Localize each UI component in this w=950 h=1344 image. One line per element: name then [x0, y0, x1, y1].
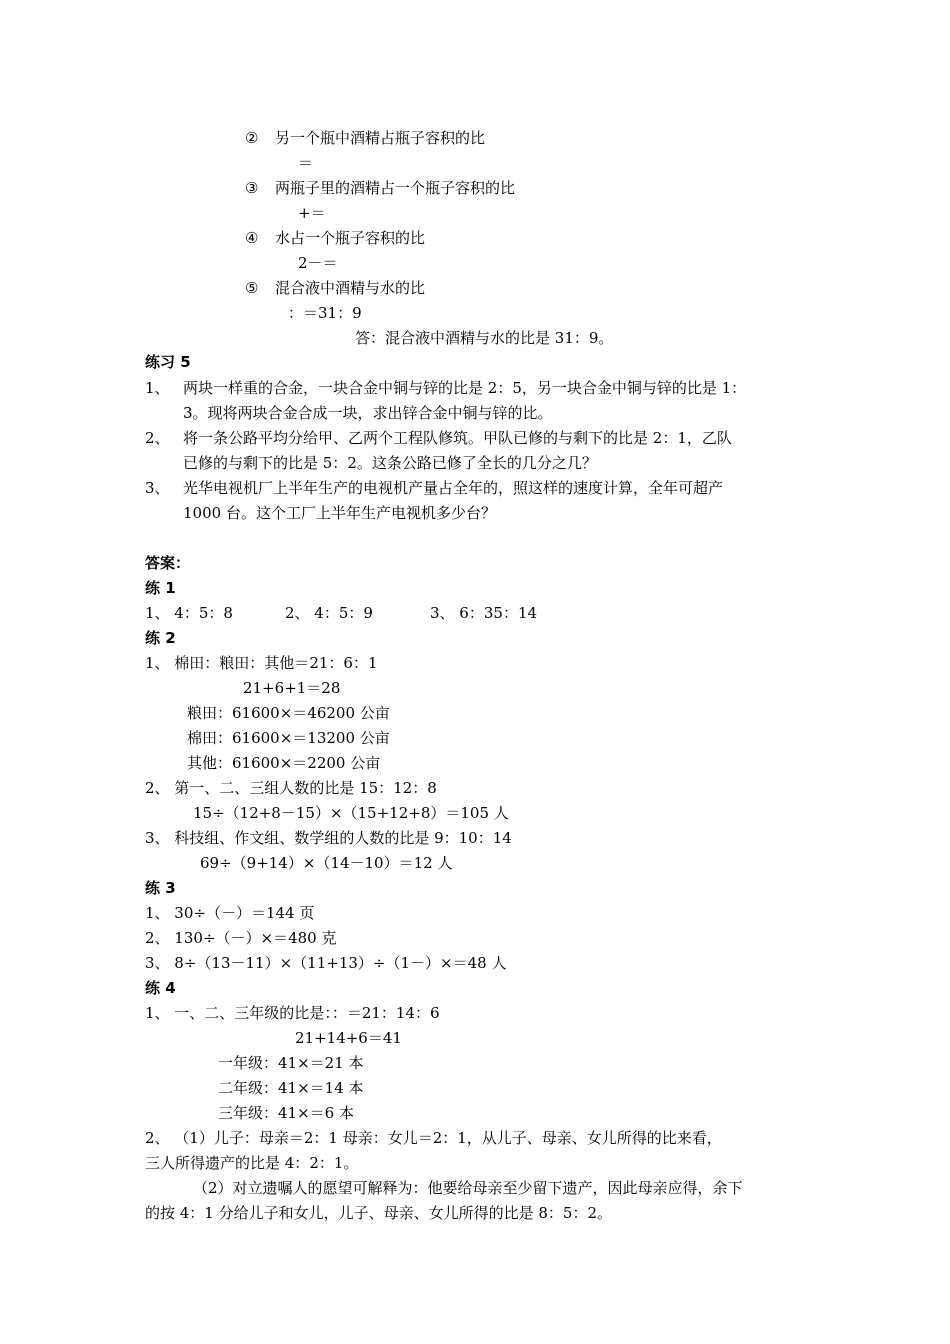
answers-heading: 答案：: [145, 554, 191, 572]
answer-practice-1-item-1: 1、 4：5：8: [145, 604, 233, 622]
step-2-formula: ＝: [298, 154, 314, 172]
answer-practice-2-line: 2、 第一、二、三组人数的比是 15：12：8: [145, 779, 437, 797]
answer-practice-2-line: 1、 棉田：粮田：其他＝21：6：1: [145, 654, 378, 672]
practice-5-item-1-number: 1、: [145, 379, 170, 397]
answer-practice-3-line: 1、 30÷（－）＝144 页: [145, 904, 315, 922]
answer-practice-1-item-2: 2、 4：5：9: [285, 604, 373, 622]
answer-practice-4-line: 三人所得遗产的比是 4：2：1。: [145, 1154, 359, 1172]
answer-practice-2-line: 69÷（9+14）×（14－10）＝12 人: [200, 854, 453, 872]
step-4-number: ④: [245, 229, 259, 247]
step-4-formula: 2－＝: [298, 254, 338, 272]
step-3-formula: +＝: [298, 204, 326, 222]
practice-5-item-2-number: 2、: [145, 429, 170, 447]
practice-5-item-2-line-1: 将一条公路平均分给甲、乙两个工程队修筑。甲队已修的与剩下的比是 2：1，乙队: [183, 429, 732, 447]
answer-practice-2-line: 15÷（12+8－15）×（15+12+8）＝105 人: [193, 804, 509, 822]
answer-practice-4-line: 一年级：41×＝21 本: [218, 1054, 364, 1072]
answer-practice-4-heading: 练 4: [145, 979, 176, 997]
top-answer: 答：混合液中酒精与水的比是 31：9。: [355, 329, 614, 347]
answer-practice-3-line: 2、 130÷（－）×＝480 克: [145, 929, 337, 947]
answer-practice-4-line: 三年级：41×＝6 本: [218, 1104, 354, 1122]
answer-practice-2-line: 3、 科技组、作文组、数学组的人数的比是 9：10：14: [145, 829, 512, 847]
answer-practice-4-line: 二年级：41×＝14 本: [218, 1079, 364, 1097]
answer-practice-4-line: 的按 4：1 分给儿子和女儿，儿子、母亲、女儿所得的比是 8：5：2。: [145, 1204, 613, 1222]
answer-practice-1-item-3: 3、 6：35：14: [430, 604, 538, 622]
step-5-text: 混合液中酒精与水的比: [275, 279, 426, 297]
step-2-number: ②: [245, 129, 259, 147]
step-2-text: 另一个瓶中酒精占瓶子容积的比: [275, 129, 486, 147]
answer-practice-2-line: 粮田：61600×＝46200 公亩: [187, 704, 390, 722]
practice-5-item-3-number: 3、: [145, 479, 170, 497]
step-3-number: ③: [245, 179, 259, 197]
answer-practice-3-line: 3、 8÷（13－11）×（11+13）÷（1－）×＝48 人: [145, 954, 507, 972]
step-4-text: 水占一个瓶子容积的比: [275, 229, 426, 247]
answer-practice-1-heading: 练 1: [145, 579, 176, 597]
practice-5-item-3-line-1: 光华电视机厂上半年生产的电视机产量占全年的，照这样的速度计算，全年可超产: [183, 479, 724, 497]
answer-practice-2-heading: 练 2: [145, 629, 176, 647]
answer-practice-4-line: 1、 一、二、三年级的比是：：＝21：14：6: [145, 1004, 440, 1022]
answer-practice-3-heading: 练 3: [145, 879, 176, 897]
practice-5-heading: 练习 5: [145, 353, 191, 371]
answer-practice-4-line: 2、 （1）儿子：母亲＝2：1 母亲：女儿＝2：1，从儿子、母亲、女儿所得的比来看，: [145, 1129, 722, 1147]
step-3-text: 两瓶子里的酒精占一个瓶子容积的比: [275, 179, 516, 197]
practice-5-item-1-line-1: 两块一样重的合金，一块合金中铜与锌的比是 2：5，另一块合金中铜与锌的比是 1：: [183, 379, 747, 397]
step-5-number: ⑤: [245, 279, 259, 297]
answer-practice-2-line: 21+6+1＝28: [243, 679, 341, 697]
answer-practice-2-line: 棉田：61600×＝13200 公亩: [187, 729, 390, 747]
practice-5-item-2-line-2: 已修的与剩下的比是 5：2。这条公路已修了全长的几分之几？: [183, 454, 597, 472]
answer-practice-4-line: （2）对立遗嘱人的愿望可解释为：他要给母亲至少留下遗产，因此母亲应得，余下: [193, 1179, 743, 1197]
step-5-formula: ：＝31：9: [288, 304, 362, 322]
practice-5-item-3-line-2: 1000 台。这个工厂上半年生产电视机多少台？: [183, 504, 496, 522]
practice-5-item-1-line-2: 3。现将两块合金合成一块，求出锌合金中铜与锌的比。: [183, 404, 553, 422]
answer-practice-2-line: 其他：61600×＝2200 公亩: [187, 754, 381, 772]
answer-practice-4-line: 21+14+6＝41: [295, 1029, 402, 1047]
